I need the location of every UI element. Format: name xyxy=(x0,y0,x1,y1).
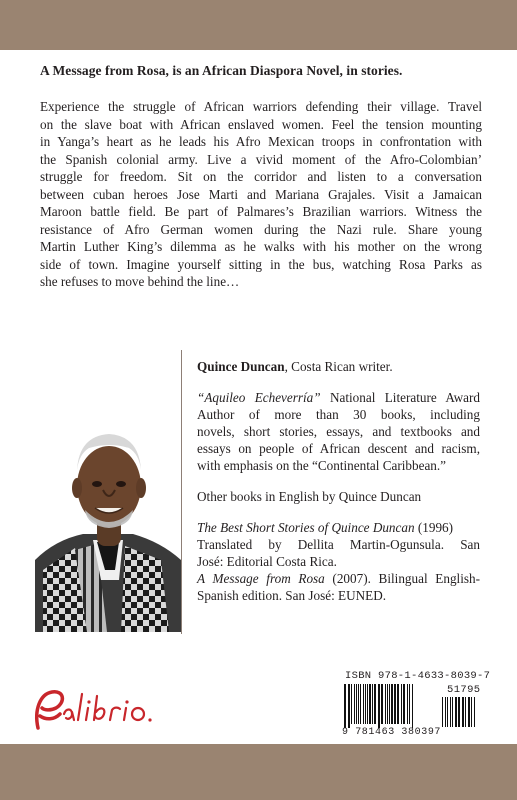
book-title: A Message from Rosa xyxy=(197,571,325,586)
book-entry-title-line xyxy=(197,570,480,587)
barcode-bar xyxy=(369,684,371,724)
barcode-bar xyxy=(403,684,405,724)
barcode-bar xyxy=(344,684,346,728)
book-entry-line: Spanish edition. San José: EUNED. xyxy=(197,588,387,603)
barcode-bar xyxy=(407,684,408,724)
barcode-bar xyxy=(348,684,350,728)
bio-line: with emphasis on the “Continental Caribbean.” xyxy=(197,458,447,473)
barcode-bar xyxy=(381,684,383,724)
blurb-paragraph xyxy=(40,98,482,291)
bio-line: Author of more than 30 books, including xyxy=(197,407,480,422)
blurb-line: struggle for freedom. Sit on the corridor and listen to a conversation xyxy=(40,169,482,184)
barcode-bar xyxy=(412,684,413,728)
blurb-line: side of town. Imagine yourself sitting in the bus, watching Rosa Parks as xyxy=(40,256,482,272)
barcode-bar xyxy=(367,684,368,724)
barcode-bar xyxy=(458,697,460,727)
cover-headline: A Message from Rosa, is an African Diaspora Novel, in stories. xyxy=(40,63,403,78)
barcode-bar xyxy=(450,697,451,727)
bottom-color-band xyxy=(0,744,517,800)
book-entry-line: José: Editorial Costa Rica. xyxy=(197,554,337,569)
book-title: The Best Short Stories of Quince Duncan xyxy=(197,520,415,535)
barcode-bar xyxy=(354,684,355,724)
barcode-bar xyxy=(447,697,448,727)
barcode-bar xyxy=(442,697,443,727)
author-heading xyxy=(197,358,480,375)
addon-barcode xyxy=(441,697,477,727)
barcode-bar xyxy=(462,697,464,727)
column-divider xyxy=(181,350,182,634)
book-entry-line: (2007). Bilingual English- xyxy=(324,571,480,586)
barcode-bar xyxy=(409,684,410,724)
other-books-list xyxy=(197,519,480,604)
barcode-bar xyxy=(385,684,386,724)
blurb-line: in Yanga’s heart as he leads his Afro Mexican troops in confrontation with xyxy=(40,134,482,149)
barcode-bar xyxy=(465,697,466,727)
blurb-line: Maroon battle field. Be part of Palmares’s Brazilian warriors. Witness the xyxy=(40,204,482,219)
barcode-bar xyxy=(356,684,357,724)
barcode-bar xyxy=(452,697,453,727)
ean-barcode xyxy=(343,684,441,728)
barcode-bar xyxy=(394,684,396,724)
barcode-bar xyxy=(445,697,446,727)
barcode-bar xyxy=(455,697,457,727)
blurb-line: Experience the struggle of African warriors defending their village. Travel xyxy=(40,99,482,114)
bio-line: novels, short stories, essays, and textbooks and xyxy=(197,424,480,439)
author-bio xyxy=(197,389,480,474)
publisher-logo xyxy=(30,680,160,736)
barcode-bar xyxy=(397,684,399,724)
barcode-bar xyxy=(372,684,373,724)
author-photo xyxy=(35,410,181,632)
author-role: , Costa Rican writer. xyxy=(284,359,393,374)
blurb-line: resistance of Afro German women during the Nazi rule. Share young xyxy=(40,221,482,237)
barcode-bar xyxy=(389,684,390,724)
barcode-bar xyxy=(360,684,361,724)
bio-line: essays on people of African descent and racism, xyxy=(197,441,480,456)
author-name: Quince Duncan xyxy=(197,359,285,374)
author-column xyxy=(197,358,480,604)
blurb-line: she refuses to move behind the line… xyxy=(40,274,240,289)
top-color-band xyxy=(0,0,517,50)
book-entry-title-line xyxy=(197,519,480,536)
blurb-line: the Spanish colonial army. Live a vivid moment of the Afro-Colombian’ xyxy=(40,151,482,167)
barcode-bar xyxy=(474,697,475,727)
ean-digits: 9 781463 380397 xyxy=(342,727,442,738)
barcode-bar xyxy=(363,684,364,724)
barcode-bar xyxy=(387,684,388,724)
other-books-label: Other books in English by Quince Duncan xyxy=(197,489,422,504)
barcode-bar xyxy=(374,684,376,724)
barcode-bar xyxy=(391,684,393,724)
price-code: 51795 xyxy=(447,684,481,696)
blurb-line: on the slave boat with African enslaved women. Feel the tension mounting xyxy=(40,116,482,132)
book-year: (1996) xyxy=(414,520,454,535)
award-line: National Literature Award xyxy=(329,390,480,405)
isbn-label: ISBN 978-1-4633-8039-7 xyxy=(345,670,491,682)
barcode-bar xyxy=(351,684,352,724)
barcode-bar xyxy=(365,684,366,724)
barcode-bar xyxy=(378,684,380,728)
barcode-bar xyxy=(471,697,472,727)
barcode-bar xyxy=(401,684,402,724)
blurb-line: Martin Luther King’s dilemma as he walks with his mother on the wrong xyxy=(40,239,482,254)
blurb-line: between cuban heroes Jose Marti and Mariana Grajales. Visit a Jamaican xyxy=(40,186,482,202)
award-title: “Aquileo Echeverría” xyxy=(197,390,321,405)
bio-line xyxy=(197,389,480,406)
barcode-bar xyxy=(358,684,359,724)
book-entry-line: Translated by Dellita Martin-Ogunsula. San xyxy=(197,537,480,552)
barcode-bar xyxy=(468,697,470,727)
